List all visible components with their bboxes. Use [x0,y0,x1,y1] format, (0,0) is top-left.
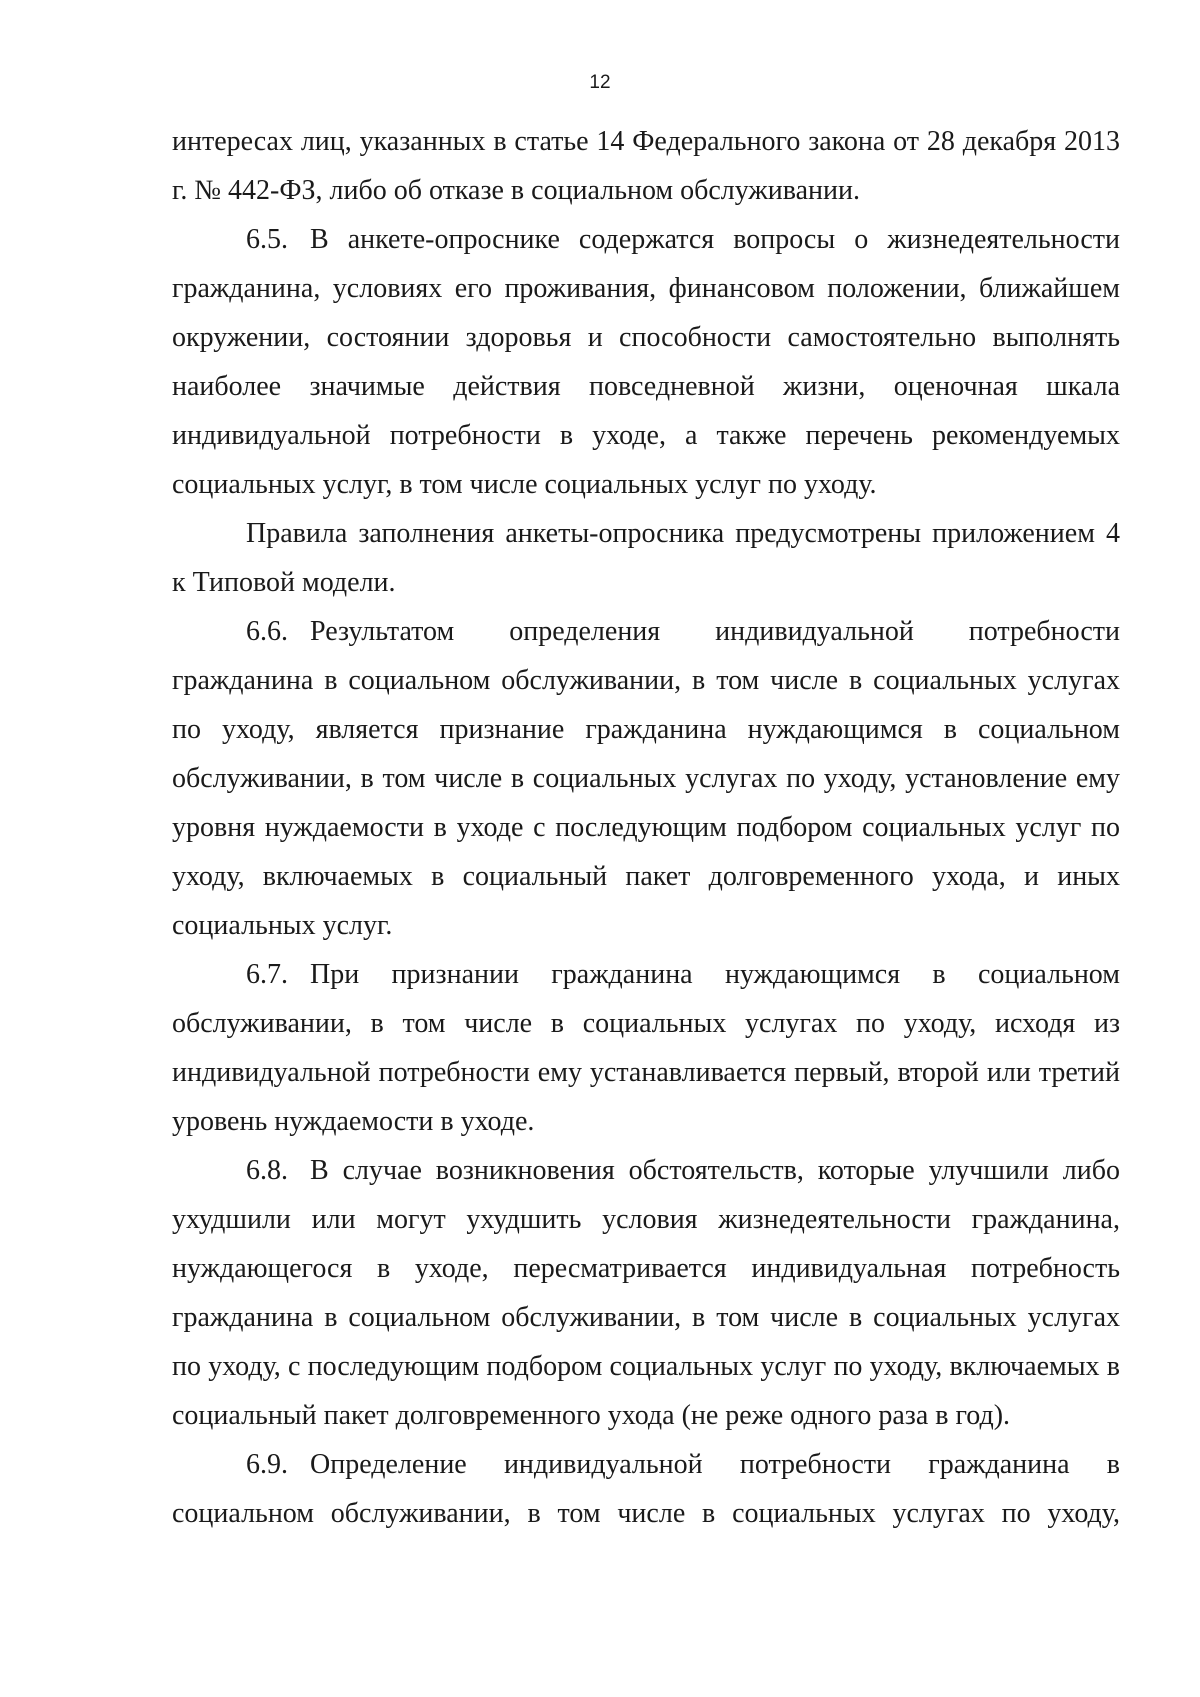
paragraph-6-5 [172,215,1120,509]
document-body [172,117,1120,1538]
paragraph-text: Правила заполнения анкеты-опросника предусмотрены приложением 4 к Типовой модели. [172,518,1120,598]
paragraph-6-8 [172,1146,1120,1440]
paragraph-text: В анкете-опроснике содержатся вопросы о жизнедеятельности гражданина, условиях его проживания, финансовом положении, ближайшем окружении, состоянии здоровья и способности самостоятельно выполнять наиболее значимые действия повседневной жизни, оценочная шкала индивидуальной потребности в уходе, а также перечень рекомендуемых социальных услуг, в том числе социальных услуг по уходу. [172,224,1120,500]
paragraph-6-6 [172,607,1120,950]
paragraph-text: При признании гражданина нуждающимся в социальном обслуживании, в том числе в социальных услугах по уходу, исходя из индивидуальной потребности ему устанавливается первый, второй или третий уровень нуждаемости в уходе. [172,959,1120,1137]
paragraph-number: 6.6. [246,616,288,647]
paragraph-number: 6.7. [246,959,288,990]
paragraph-6-9 [172,1440,1120,1538]
paragraph-6-7 [172,950,1120,1146]
paragraph-rules [172,509,1120,607]
paragraph-number: 6.5. [246,224,288,255]
paragraph-text: Результатом определения индивидуальной потребности гражданина в социальном обслуживании, в том числе в социальных услугах по уходу, является признание гражданина нуждающимся в социальном обслуживании, в том числе в социальных услугах по уходу, установление ему уровня нуждаемости в уходе с последующим подбором социальных услуг по уходу, включаемых в социальный пакет долговременного ухода, и иных социальных услуг. [172,616,1120,941]
page-number: 12 [589,72,611,93]
paragraph-continuation [172,117,1120,215]
paragraph-number: 6.8. [246,1155,288,1186]
paragraph-text: В случае возникновения обстоятельств, которые улучшили либо ухудшили или могут ухудшить условия жизнедеятельности гражданина, нуждающегося в уходе, пересматривается индивидуальная потребность гражданина в социальном обслуживании, в том числе в социальных услугах по уходу, с последующим подбором социальных услуг по уходу, включаемых в социальный пакет долговременного ухода (не реже одного раза в год). [172,1155,1120,1431]
paragraph-text: интересах лиц, указанных в статье 14 Федерального закона от 28 декабря 2013 г. № 442-ФЗ, либо об отказе в социальном обслуживании. [172,126,1120,206]
paragraph-number: 6.9. [246,1449,288,1480]
paragraph-text: Определение индивидуальной потребности гражданина в социальном обслуживании, в том числе в социальных услугах по уходу, [172,1449,1120,1529]
